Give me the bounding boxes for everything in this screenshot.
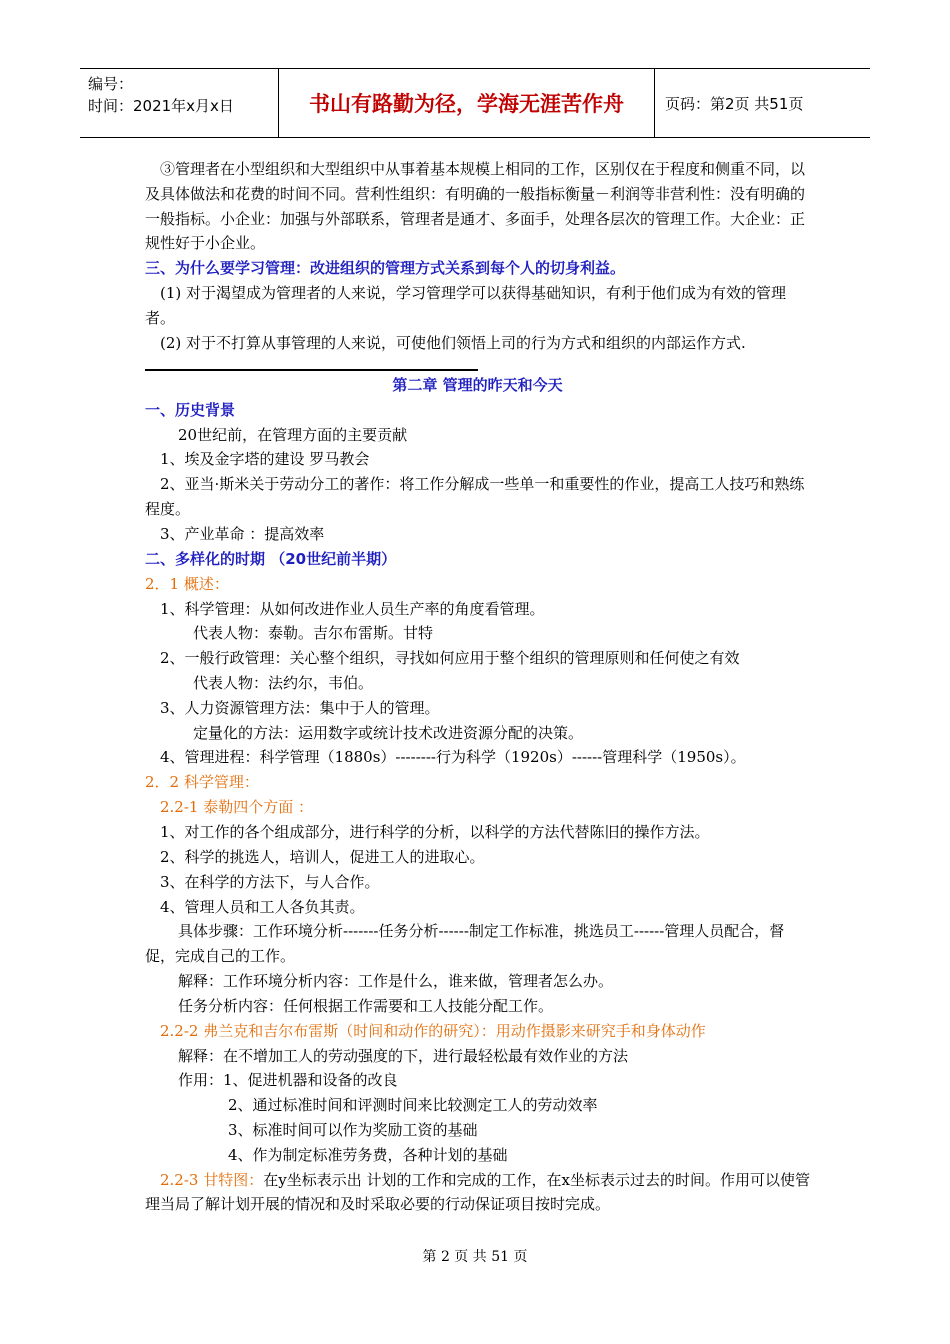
subsection-gilbreth: 2.2-2 弗兰克和吉尔布雷斯（时间和动作的研究）：用动作摄影来研究手和身体动作 [160, 1021, 706, 1040]
history-item-2: 2、亚当·斯米关于劳动分工的著作：将工作分解成一些单一和重要性的作业，提高工人技巧和熟练程度。 [145, 475, 805, 518]
subsection-scientific-management: 2．2 科学管理： [145, 773, 259, 792]
document-body [145, 157, 810, 1217]
gilbreth-use-2: 2、通过标准时间和评测时间来比较测定工人的劳动效率 [228, 1096, 598, 1115]
header-motto: 书山有路勤为径，学海无涯苦作舟 [278, 69, 655, 137]
history-intro: 20世纪前，在管理方面的主要贡献 [178, 425, 408, 444]
gantt-label: 2.2-3 甘特图： [160, 1170, 264, 1189]
taylor-explanation-2: 任务分析内容：任何根据工作需要和工人技能分配工作。 [178, 996, 554, 1015]
subsection-overview: 2．1 概述： [145, 574, 229, 593]
taylor-steps: 具体步骤：工作环境分析-------任务分析------制定工作标准，挑选员工------管理人员配合，督促，完成自己的工作。 [145, 922, 785, 966]
overview-item-2: 2、一般行政管理：关心整个组织，寻找如何应用于整个组织的管理原则和任何使之有效 [160, 649, 740, 668]
paragraph-management-scale: ③管理者在小型组织和大型组织中从事着基本规模上相同的工作，区别仅在于程度和侧重不同，以及具体做法和花费的时间不同。营利性组织：有明确的一般指标衡量－利润等非营利性：没有明确的一般指标。小企业：加强与外部联系，管理者是通才、多面手，处理各层次的管理工作。大企业：正规性好于小企业。 [145, 160, 806, 253]
taylor-item-1: 1、对工作的各个组成部分，进行科学的分析，以科学的方法代替陈旧的操作方法。 [160, 823, 710, 842]
overview-item-1-reps: 代表人物：泰勒。吉尔布雷斯。甘特 [193, 624, 434, 643]
header-meta [80, 69, 278, 137]
taylor-item-2: 2、科学的挑选人，培训人，促进工人的进取心。 [160, 847, 485, 866]
gilbreth-use-1: 作用：1、促进机器和设备的改良 [178, 1071, 398, 1090]
taylor-explanation-1: 解释：工作环境分析内容：工作是什么，谁来做，管理者怎么办。 [178, 971, 614, 990]
taylor-item-3: 3、在科学的方法下，与人合作。 [160, 872, 380, 891]
history-item-3: 3、产业革命 ：提高效率 [160, 524, 325, 543]
overview-item-3-quant: 定量化的方法：运用数字或统计技术改进资源分配的决策。 [193, 723, 584, 742]
section-divider [145, 369, 478, 371]
section-heading-diversity: 二、多样化的时期 （20世纪前半期） [145, 549, 397, 568]
history-item-1: 1、埃及金字塔的建设 罗马教会 [160, 450, 370, 469]
gilbreth-explanation: 解释：在不增加工人的劳动强度的下，进行最轻松最有效作业的方法 [178, 1046, 629, 1065]
overview-item-4: 4、管理进程：科学管理（1880s）--------行为科学（1920s）------管理科学（1950s）。 [160, 748, 746, 767]
paragraph-reason-2: (2) 对于不打算从事管理的人来说，可使他们领悟上司的行为方式和组织的内部运作方式. [160, 333, 746, 352]
overview-item-1: 1、科学管理：从如何改进作业人员生产率的角度看管理。 [160, 599, 545, 618]
number-label: 编号： [88, 75, 134, 93]
overview-item-3: 3、人力资源管理方法：集中于人的管理。 [160, 698, 440, 717]
page-header [80, 68, 870, 138]
header-page-code: 页码：第2页 共51页 [665, 94, 804, 113]
subsection-taylor: 2.2-1 泰勒四个方面 ： [160, 798, 314, 817]
section-heading-why-learn: 三、为什么要学习管理：改进组织的管理方式关系到每个人的切身利益。 [145, 259, 626, 278]
gilbreth-use-3: 3、标准时间可以作为奖励工资的基础 [228, 1120, 478, 1139]
gantt-paragraph [145, 1168, 810, 1218]
gilbreth-use-4: 4、作为制定标准劳务费，各种计划的基础 [228, 1145, 508, 1164]
page-footer: 第 2 页 共 51 页 [422, 1249, 528, 1265]
paragraph-reason-1: (1) 对于渴望成为管理者的人来说，学习管理学可以获得基础知识，有利于他们成为有效的管理者。 [145, 284, 787, 327]
date-label: 时间：2021年x月x日 [88, 97, 234, 115]
section-heading-history: 一、历史背景 [145, 400, 236, 419]
taylor-item-4: 4、管理人员和工人各负其责。 [160, 897, 365, 916]
overview-item-2-reps: 代表人物：法约尔，韦伯。 [193, 673, 374, 692]
chapter-title: 第二章 管理的昨天和今天 [392, 375, 563, 394]
gantt-text: 在y坐标表示出 计划的工作和完成的工作，在x坐标表示过去的时间。作用可以使管理当局了解计划开展的情况和及时采取必要的行动保证项目按时完成。 [145, 1170, 810, 1214]
